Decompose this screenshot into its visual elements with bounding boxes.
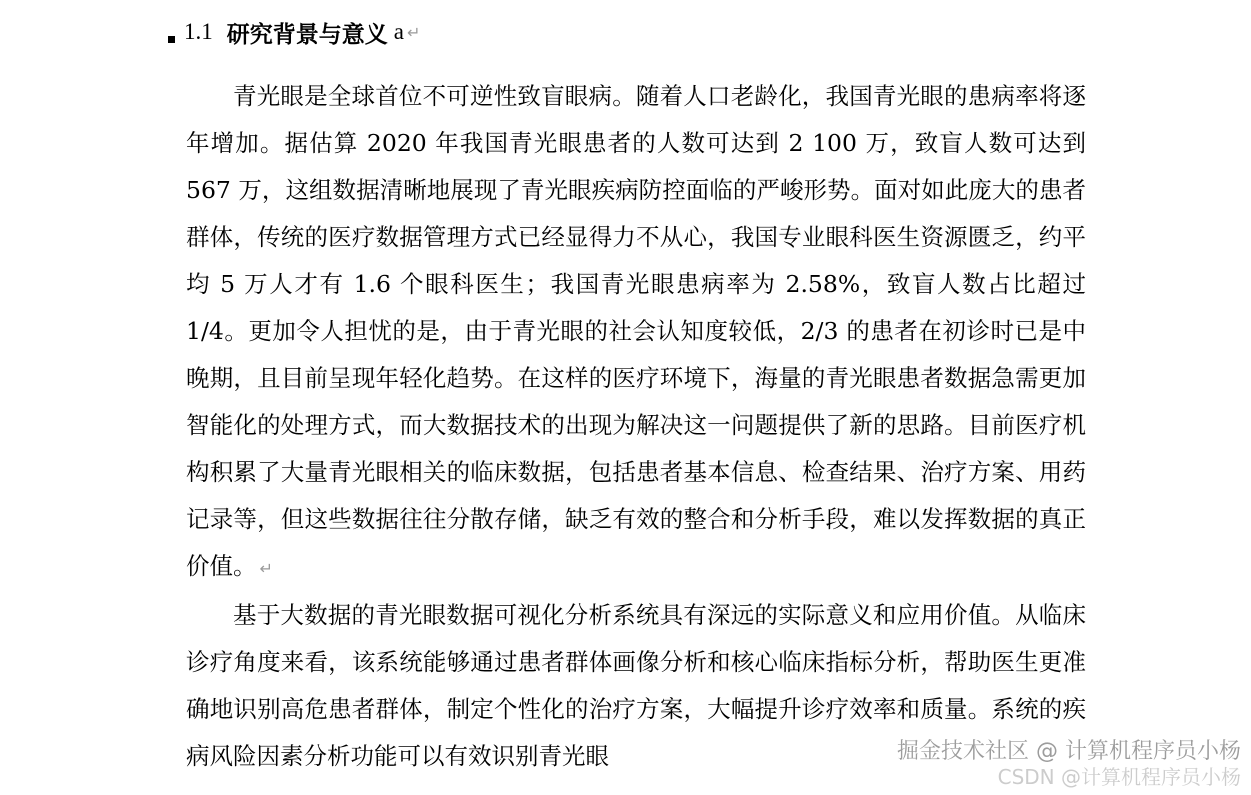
- watermark-csdn: CSDN @计算机程序员小杨: [997, 765, 1241, 789]
- paragraph-text: 青光眼是全球首位不可逆性致盲眼病。随着人口老龄化，我国青光眼的患病率将逐年增加。据估算 2020 年我国青光眼患者的人数可达到 2 100 万，致盲人数可达到 567 万，这组数据清晰地展现了青光眼疾病防控面临的严峻形势。面对如此庞大的患者群体，传统的医疗数据管理方式已经显得力不从心，我国专业眼科医生资源匮乏，约平均 5 万人才有 1.6 个眼科医生；我国青光眼患病率为 2.58%，致盲人数占比超过 1/4。更加令人担忧的是，由于青光眼的社会认知度较低，2/3 的患者在初诊时已是中晚期，且目前呈现年轻化趋势。在这样的医疗环境下，海量的青光眼患者数据急需更加智能化的处理方式，而大数据技术的出现为解决这一问题提供了新的思路。目前医疗机构积累了大量青光眼相关的临床数据，包括患者基本信息、检查结果、治疗方案、用药记录等，但这些数据往往分散存储，缺乏有效的整合和分析手段，难以发挥数据的真正价值。: [186, 82, 1086, 580]
- heading-suffix: a: [393, 19, 404, 44]
- paragraph-return-icon: ↵: [259, 559, 273, 578]
- paragraph-text: 基于大数据的青光眼数据可视化分析系统具有深远的实际意义和应用价值。从临床诊疗角度来看，该系统能够通过患者群体画像分析和核心临床指标分析，帮助医生更准确地识别高危患者群体，制定个性化的治疗方案，大幅提升诊疗效率和质量。系统的疾病风险因素分析功能可以有效识别青光眼: [186, 601, 1086, 770]
- body-text: [186, 73, 1086, 780]
- section-number: 1.1: [184, 19, 213, 44]
- section-heading: [168, 12, 420, 52]
- watermark-juejin: 掘金技术社区 @ 计算机程序员小杨: [897, 739, 1241, 764]
- section-title: 研究背景与意义: [226, 21, 388, 48]
- paragraph-background: [186, 73, 1086, 592]
- paragraph-significance: [186, 592, 1086, 780]
- paragraph-return-icon: ↵: [406, 22, 421, 42]
- list-bullet-marker: [168, 36, 175, 43]
